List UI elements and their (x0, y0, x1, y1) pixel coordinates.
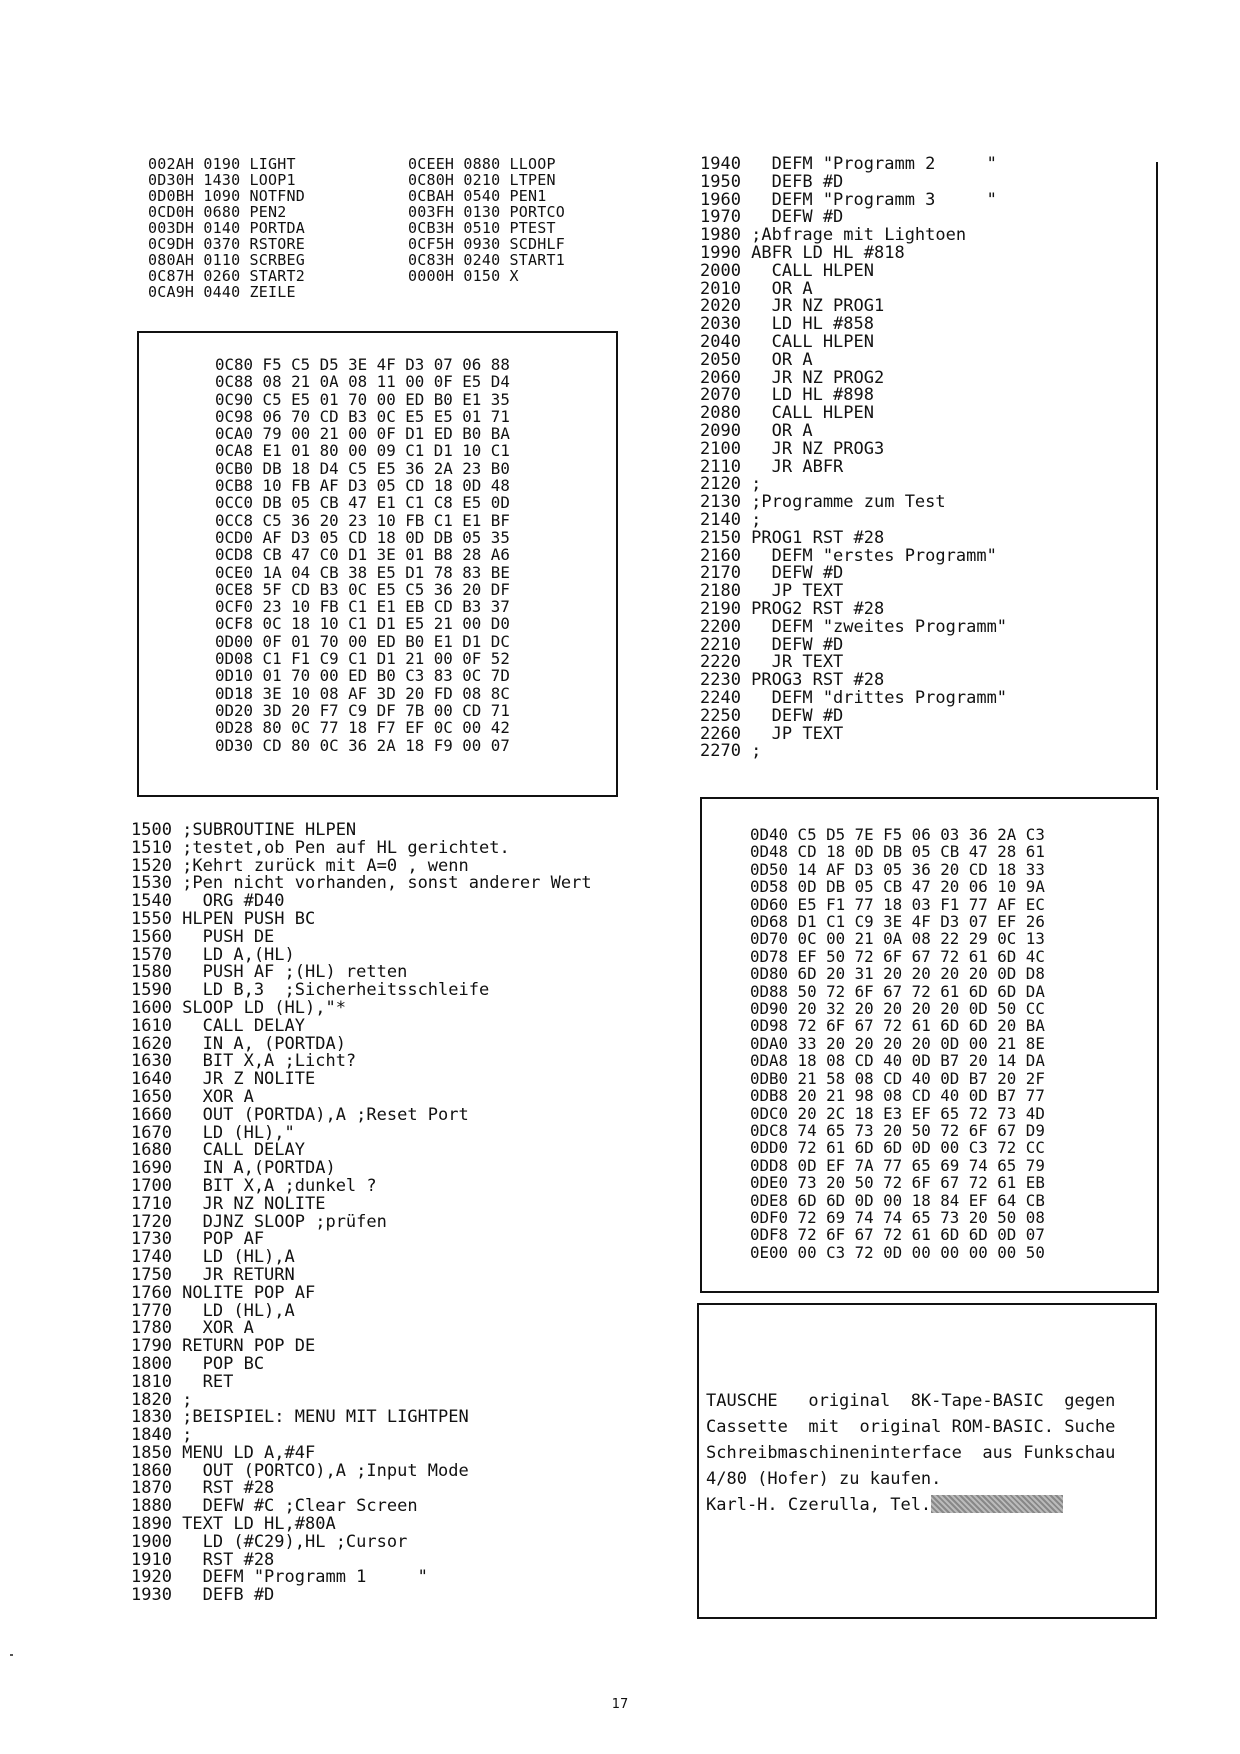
code-line: 1880 DEFW #C ;Clear Screen (131, 1496, 418, 1517)
code-line: 1730 POP AF (131, 1229, 265, 1250)
hexdump-line: 0D30 CD 80 0C 36 2A 18 F9 00 07 (215, 735, 510, 755)
code-line: 2100 JR NZ PROG3 (700, 438, 885, 459)
code-line: 1660 OUT (PORTDA),A ;Reset Port (131, 1104, 469, 1125)
code-line: 2050 OR A (700, 349, 813, 370)
code-line: 2020 JR NZ PROG1 (700, 296, 885, 317)
code-line: 1990 ABFR LD HL #818 (700, 242, 905, 263)
ad-contact-line (706, 1492, 1152, 1518)
symbol-entry: 0CEEH 0880 LLOOP (408, 155, 556, 173)
code-line: 1780 XOR A (131, 1318, 254, 1339)
code-line: 2120 ; (700, 474, 762, 495)
symbol-row (148, 156, 565, 172)
code-line: 1800 POP BC (131, 1353, 265, 1374)
symbol-row (148, 252, 565, 268)
code-line: 1760 NOLITE POP AF (131, 1282, 316, 1303)
code-line: 2190 PROG2 RST #28 (700, 598, 885, 619)
code-line: 2250 DEFW #D (700, 705, 844, 726)
code-line: 2030 LD HL #858 (700, 314, 874, 335)
code-line: 2220 JR TEXT (700, 652, 844, 673)
code-line: 1520 ;Kehrt zurück mit A=0 , wenn (131, 855, 469, 876)
hexdump-line: 0D50 14 AF D3 05 36 20 CD 18 33 (750, 859, 1045, 879)
hexdump-line: 0E00 00 C3 72 0D 00 00 00 00 50 (750, 1242, 1045, 1262)
symbol-table (148, 156, 565, 300)
code-line: 2170 DEFW #D (700, 563, 844, 584)
code-line: 1870 RST #28 (131, 1478, 275, 1499)
hexdump-line: 0D90 20 32 20 20 20 20 0D 50 CC (750, 999, 1045, 1019)
margin-mark (10, 1654, 13, 1656)
code-line: 1820 ; (131, 1389, 193, 1410)
code-line: 2060 JR NZ PROG2 (700, 367, 885, 388)
code-line: 2150 PROG1 RST #28 (700, 527, 885, 548)
code-line: 1680 CALL DELAY (131, 1140, 305, 1161)
symbol-row (148, 284, 565, 300)
code-line: 2200 DEFM "zweites Programm" (700, 616, 1008, 637)
code-line: 2040 CALL HLPEN (700, 331, 874, 352)
hexdump-line: 0D88 50 72 6F 67 72 61 6D 6D DA (750, 981, 1045, 1001)
hexdump-line: 0DE8 6D 6D 0D 00 18 84 EF 64 CB (750, 1190, 1045, 1210)
classified-ad-text (706, 1388, 1152, 1518)
code-line: 1640 JR Z NOLITE (131, 1069, 316, 1090)
symbol-row (148, 220, 565, 236)
code-line: 1600 SLOOP LD (HL),"* (131, 997, 346, 1018)
code-line: 1630 BIT X,A ;Licht? (131, 1051, 357, 1072)
code-line: 1530 ;Pen nicht vorhanden, sonst anderer Wert (131, 873, 592, 894)
symbol-entry: 0D0BH 1090 NOTFND (148, 187, 305, 205)
code-line: 1920 DEFM "Programm 1 " (131, 1567, 428, 1588)
symbol-entry: 0CF5H 0930 SCDHLF (408, 235, 565, 253)
symbol-entry: 0000H 0150 X (408, 267, 519, 285)
code-line: 1550 HLPEN PUSH BC (131, 908, 316, 929)
code-line: 1540 ORG #D40 (131, 891, 285, 912)
symbol-row (148, 172, 565, 188)
symbol-entry: 003FH 0130 PORTCO (408, 203, 565, 221)
code-line: 2270 ; (700, 741, 762, 762)
code-line: 1910 RST #28 (131, 1549, 275, 1570)
hexdump-line: 0D40 C5 D5 7E F5 06 03 36 2A C3 (750, 825, 1045, 844)
hexdump-line: 0CB8 10 FB AF D3 05 CD 18 0D 48 (215, 476, 510, 496)
code-line: 2230 PROG3 RST #28 (700, 670, 885, 691)
code-line: 1900 LD (#C29),HL ;Cursor (131, 1531, 408, 1552)
code-line: 1960 DEFM "Programm 3 " (700, 189, 997, 210)
hexdump-line: 0DD8 0D EF 7A 77 65 69 74 65 79 (750, 1155, 1045, 1175)
symbol-entry: 0CBAH 0540 PEN1 (408, 187, 547, 205)
ad-line: 4/80 (Hofer) zu kaufen. (706, 1469, 942, 1489)
ad-line: Cassette mit original ROM-BASIC. Suche (706, 1417, 1116, 1437)
code-line: 1860 OUT (PORTCO),A ;Input Mode (131, 1460, 469, 1481)
symbol-entry: 0D30H 1430 LOOP1 (148, 171, 296, 189)
symbol-entry: 0C83H 0240 START1 (408, 251, 565, 269)
hexdump-line: 0DD0 72 61 6D 6D 0D 00 C3 72 CC (750, 1138, 1045, 1158)
code-line: 2090 OR A (700, 420, 813, 441)
code-line: 1580 PUSH AF ;(HL) retten (131, 962, 408, 983)
symbol-row (148, 204, 565, 220)
code-line: 1940 DEFM "Programm 2 " (700, 154, 997, 174)
hexdump-line: 0D48 CD 18 0D DB 05 CB 47 28 61 (750, 842, 1045, 862)
hexdump-line: 0D10 01 70 00 ED B0 C3 83 0C 7D (215, 666, 510, 686)
code-line: 1930 DEFB #D (131, 1585, 275, 1606)
page-number: 17 (611, 1697, 629, 1712)
hexdump-line: 0DB0 21 58 08 CD 40 0D B7 20 2F (750, 1068, 1045, 1088)
code-line: 2010 OR A (700, 278, 813, 299)
ad-line: TAUSCHE original 8K-Tape-BASIC gegen (706, 1391, 1116, 1411)
column-rule (1156, 162, 1158, 790)
hexdump-line: 0D58 0D DB 05 CB 47 20 06 10 9A (750, 877, 1045, 897)
hexdump-line: 0D68 D1 C1 C9 3E 4F D3 07 EF 26 (750, 912, 1045, 932)
code-line: 1830 ;BEISPIEL: MENU MIT LIGHTPEN (131, 1407, 469, 1428)
code-line: 2260 JP TEXT (700, 723, 844, 744)
symbol-row (148, 268, 565, 284)
hexdump-2 (750, 826, 1045, 1261)
code-line: 1610 CALL DELAY (131, 1015, 305, 1036)
code-line: 2180 JP TEXT (700, 581, 844, 602)
code-line: 2110 JR ABFR (700, 456, 844, 477)
hexdump-line: 0CC0 DB 05 CB 47 E1 C1 C8 E5 0D (215, 493, 510, 513)
symbol-row (148, 236, 565, 252)
hexdump-line: 0CD8 CB 47 C0 D1 3E 01 B8 28 A6 (215, 545, 510, 565)
code-line: 1510 ;testet,ob Pen auf HL gerichtet. (131, 837, 510, 858)
hexdump-line: 0D98 72 6F 67 72 61 6D 6D 20 BA (750, 1016, 1045, 1036)
hexdump-line: 0DC8 74 65 73 20 50 72 6F 67 D9 (750, 1120, 1045, 1140)
hexdump-line: 0D78 EF 50 72 6F 67 72 61 6D 4C (750, 946, 1045, 966)
hexdump-line: 0D20 3D 20 F7 C9 DF 7B 00 CD 71 (215, 700, 510, 720)
hexdump-line: 0DC0 20 2C 18 E3 EF 65 72 73 4D (750, 1103, 1045, 1123)
hexdump-line: 0CB0 DB 18 D4 C5 E5 36 2A 23 B0 (215, 458, 510, 478)
code-line: 1840 ; (131, 1425, 193, 1446)
code-line: 2000 CALL HLPEN (700, 260, 874, 281)
symbol-row (148, 188, 565, 204)
symbol-entry: 002AH 0190 LIGHT (148, 155, 296, 173)
ad-line: Schreibmaschineninterface aus Funkschau (706, 1443, 1116, 1463)
hexdump-line: 0D08 C1 F1 C9 C1 D1 21 00 0F 52 (215, 649, 510, 669)
symbol-entry: 0CD0H 0680 PEN2 (148, 203, 287, 221)
hexdump-line: 0CA8 E1 01 80 00 09 C1 D1 10 C1 (215, 441, 510, 461)
code-line: 1890 TEXT LD HL,#80A (131, 1514, 336, 1535)
hexdump-line: 0D18 3E 10 08 AF 3D 20 FD 08 8C (215, 683, 510, 703)
code-line: 2070 LD HL #898 (700, 385, 874, 406)
hexdump-line: 0C88 08 21 0A 08 11 00 0F E5 D4 (215, 372, 510, 392)
hexdump-line: 0CE8 5F CD B3 0C E5 C5 36 20 DF (215, 579, 510, 599)
code-line: 1620 IN A, (PORTDA) (131, 1033, 346, 1054)
hexdump-line: 0CD0 AF D3 05 CD 18 0D DB 05 35 (215, 527, 510, 547)
symbol-entry: 0C9DH 0370 RSTORE (148, 235, 305, 253)
code-line: 1500 ;SUBROUTINE HLPEN (131, 820, 357, 840)
code-line: 1850 MENU LD A,#4F (131, 1442, 316, 1463)
hexdump-line: 0D00 0F 01 70 00 ED B0 E1 D1 DC (215, 631, 510, 651)
code-line: 1560 PUSH DE (131, 926, 275, 947)
code-line: 1720 DJNZ SLOOP ;prüfen (131, 1211, 387, 1232)
hexdump-line: 0DA0 33 20 20 20 20 0D 00 21 8E (750, 1033, 1045, 1053)
code-line: 1950 DEFB #D (700, 171, 844, 192)
hexdump-line: 0CF0 23 10 FB C1 E1 EB CD B3 37 (215, 597, 510, 617)
hexdump-line: 0CC8 C5 36 20 23 10 FB C1 E1 BF (215, 510, 510, 530)
source-listing-left (131, 822, 592, 1605)
hexdump-line: 0DB8 20 21 98 08 CD 40 0D B7 77 (750, 1086, 1045, 1106)
code-line: 1700 BIT X,A ;dunkel ? (131, 1175, 377, 1196)
code-line: 2240 DEFM "drittes Programm" (700, 687, 1008, 708)
code-line: 2130 ;Programme zum Test (700, 492, 946, 513)
hexdump-line: 0C98 06 70 CD B3 0C E5 E5 01 71 (215, 406, 510, 426)
symbol-entry: 080AH 0110 SCRBEG (148, 251, 305, 269)
hexdump-1 (215, 356, 510, 754)
symbol-entry: 0C87H 0260 START2 (148, 267, 305, 285)
code-line: 1690 IN A,(PORTDA) (131, 1158, 336, 1179)
code-line: 1670 LD (HL)," (131, 1122, 295, 1143)
code-line: 1710 JR NZ NOLITE (131, 1193, 326, 1214)
symbol-entry: 0C80H 0210 LTPEN (408, 171, 556, 189)
hexdump-line: 0CF8 0C 18 10 C1 D1 E5 21 00 D0 (215, 614, 510, 634)
hexdump-line: 0CA0 79 00 21 00 0F D1 ED B0 BA (215, 424, 510, 444)
code-line: 2140 ; (700, 509, 762, 530)
code-line: 1740 LD (HL),A (131, 1247, 295, 1268)
code-line: 2160 DEFM "erstes Programm" (700, 545, 997, 566)
code-line: 2080 CALL HLPEN (700, 403, 874, 424)
hexdump-line: 0D28 80 0C 77 18 F7 EF 0C 00 42 (215, 718, 510, 738)
code-line: 1790 RETURN POP DE (131, 1336, 316, 1357)
symbol-entry: 0CA9H 0440 ZEILE (148, 283, 296, 301)
hexdump-line: 0D60 E5 F1 77 18 03 F1 77 AF EC (750, 894, 1045, 914)
redacted-phone (931, 1495, 1063, 1513)
symbol-entry: 003DH 0140 PORTDA (148, 219, 305, 237)
code-line: 1650 XOR A (131, 1086, 254, 1107)
hexdump-line: 0C80 F5 C5 D5 3E 4F D3 07 06 88 (215, 355, 510, 374)
hexdump-line: 0D80 6D 20 31 20 20 20 20 0D D8 (750, 964, 1045, 984)
code-line: 1980 ;Abfrage mit Lightoen (700, 225, 967, 246)
hexdump-line: 0DF0 72 69 74 74 65 73 20 50 08 (750, 1207, 1045, 1227)
hexdump-line: 0DE0 73 20 50 72 6F 67 72 61 EB (750, 1173, 1045, 1193)
code-line: 1810 RET (131, 1371, 234, 1392)
code-line: 1970 DEFW #D (700, 207, 844, 228)
code-line: 1770 LD (HL),A (131, 1300, 295, 1321)
code-line: 1750 JR RETURN (131, 1264, 295, 1285)
hexdump-line: 0DA8 18 08 CD 40 0D B7 20 14 DA (750, 1051, 1045, 1071)
hexdump-line: 0CE0 1A 04 CB 38 E5 D1 78 83 BE (215, 562, 510, 582)
hexdump-line: 0DF8 72 6F 67 72 61 6D 6D 0D 07 (750, 1225, 1045, 1245)
code-line: 1570 LD A,(HL) (131, 944, 295, 965)
symbol-entry: 0CB3H 0510 PTEST (408, 219, 556, 237)
code-line: 2210 DEFW #D (700, 634, 844, 655)
source-listing-right (700, 156, 1007, 761)
hexdump-line: 0D70 0C 00 21 0A 08 22 29 0C 13 (750, 929, 1045, 949)
code-line: 1590 LD B,3 ;Sicherheitsschleife (131, 980, 490, 1001)
hexdump-line: 0C90 C5 E5 01 70 00 ED B0 E1 35 (215, 389, 510, 409)
ad-contact: Karl-H. Czerulla, Tel. (706, 1495, 932, 1515)
